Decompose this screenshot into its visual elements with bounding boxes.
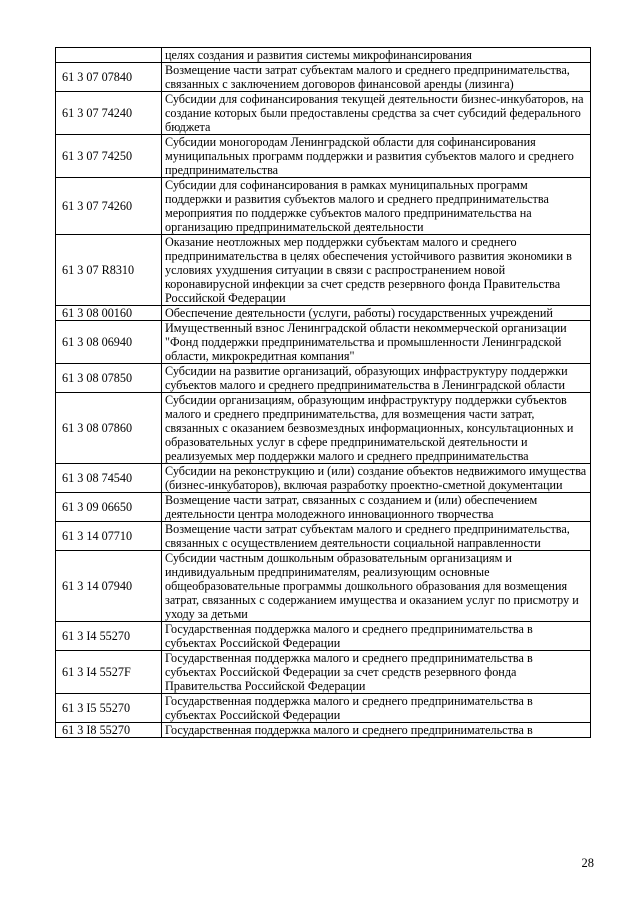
budget-code-cell: 61 3 08 07850 (56, 364, 162, 393)
description-cell: Имущественный взнос Ленинградской области некоммерческой организации "Фонд поддержки предпринимательства и промышленности Ленинградской области, микрокредитная компания" (162, 321, 591, 364)
budget-code-cell: 61 3 14 07710 (56, 522, 162, 551)
description-cell: Государственная поддержка малого и среднего предпринимательства в (162, 723, 591, 738)
table-row (56, 522, 591, 551)
description-cell: Субсидии на реконструкцию и (или) создание объектов недвижимого имущества (бизнес-инкубаторов), включая разработку проектно-сметной документации (162, 464, 591, 493)
budget-code-cell: 61 3 I5 55270 (56, 694, 162, 723)
table-row (56, 321, 591, 364)
description-cell: Возмещение части затрат субъектам малого и среднего предпринимательства, связанных с осуществлением деятельности социальной направленности (162, 522, 591, 551)
description-cell: Субсидии на развитие организаций, образующих инфраструктуру поддержки субъектов малого и среднего предпринимательства в Ленинградской области (162, 364, 591, 393)
budget-code-cell: 61 3 09 06650 (56, 493, 162, 522)
description-cell: Субсидии для софинансирования в рамках муниципальных программ поддержки и развития субъектов малого и среднего предпринимательства мероприятия по поддержке субъектов малого предпринимательства на организацию предпринимательской деятельности (162, 178, 591, 235)
table-row (56, 393, 591, 464)
table-row (56, 235, 591, 306)
table-row (56, 464, 591, 493)
description-cell: Государственная поддержка малого и среднего предпринимательства в субъектах Российской Федерации за счет средств резервного фонда Правительства Российской Федерации (162, 651, 591, 694)
table-row (56, 622, 591, 651)
description-cell: Оказание неотложных мер поддержки субъектам малого и среднего предпринимательства в целях обеспечения устойчивого развития экономики в условиях ухудшения ситуации в связи с распространением новой коронавирусной инфекции за счет средств резервного фонда Правительства Российской Федерации (162, 235, 591, 306)
budget-code-cell: 61 3 07 74260 (56, 178, 162, 235)
table-row (56, 178, 591, 235)
budget-code-cell: 61 3 07 07840 (56, 63, 162, 92)
table-row (56, 723, 591, 738)
table-row (56, 135, 591, 178)
budget-code-cell: 61 3 I4 5527F (56, 651, 162, 694)
table-row (56, 493, 591, 522)
budget-code-cell: 61 3 08 00160 (56, 306, 162, 321)
table-body (56, 48, 591, 738)
budget-code-cell: 61 3 07 74240 (56, 92, 162, 135)
table-row (56, 48, 591, 63)
budget-codes-table (55, 47, 591, 738)
table-row (56, 651, 591, 694)
description-cell: Субсидии моногородам Ленинградской области для софинансирования муниципальных программ поддержки и развития субъектов малого и среднего предпринимательства (162, 135, 591, 178)
budget-code-cell: 61 3 I4 55270 (56, 622, 162, 651)
table-row (56, 364, 591, 393)
budget-code-cell (56, 48, 162, 63)
description-cell: Возмещение части затрат субъектам малого и среднего предпринимательства, связанных с заключением договоров финансовой аренды (лизинга) (162, 63, 591, 92)
table-row (56, 306, 591, 321)
budget-code-cell: 61 3 I8 55270 (56, 723, 162, 738)
page-number: 28 (581, 856, 594, 870)
table-row (56, 551, 591, 622)
description-cell: Субсидии для софинансирования текущей деятельности бизнес-инкубаторов, на создание которых были предоставлены средства за счет субсидий федерального бюджета (162, 92, 591, 135)
budget-code-cell: 61 3 08 06940 (56, 321, 162, 364)
table-row (56, 63, 591, 92)
description-cell: Государственная поддержка малого и среднего предпринимательства в субъектах Российской Федерации (162, 622, 591, 651)
description-cell: Субсидии частным дошкольным образовательным организациям и индивидуальным предпринимателям, реализующим основные общеобразовательные программы дошкольного образования для возмещения затрат, связанных с содержанием имущества и оказанием услуг по присмотру и уходу за детьми (162, 551, 591, 622)
table-row (56, 92, 591, 135)
table-row (56, 694, 591, 723)
budget-code-cell: 61 3 08 07860 (56, 393, 162, 464)
budget-code-cell: 61 3 08 74540 (56, 464, 162, 493)
description-cell: Обеспечение деятельности (услуги, работы) государственных учреждений (162, 306, 591, 321)
description-cell: целях создания и развития системы микрофинансирования (162, 48, 591, 63)
description-cell: Возмещение части затрат, связанных с созданием и (или) обеспечением деятельности центра молодежного инновационного творчества (162, 493, 591, 522)
budget-code-cell: 61 3 07 74250 (56, 135, 162, 178)
description-cell: Государственная поддержка малого и среднего предпринимательства в субъектах Российской Федерации (162, 694, 591, 723)
budget-code-cell: 61 3 14 07940 (56, 551, 162, 622)
budget-code-cell: 61 3 07 R8310 (56, 235, 162, 306)
description-cell: Субсидии организациям, образующим инфраструктуру поддержки субъектов малого и среднего предпринимательства, для возмещения части затрат, связанных с оказанием безвозмездных информационных, консультационных и образовательных услуг в сфере предпринимательской деятельности и реализуемых мер поддержки малого и среднего предпринимательства (162, 393, 591, 464)
